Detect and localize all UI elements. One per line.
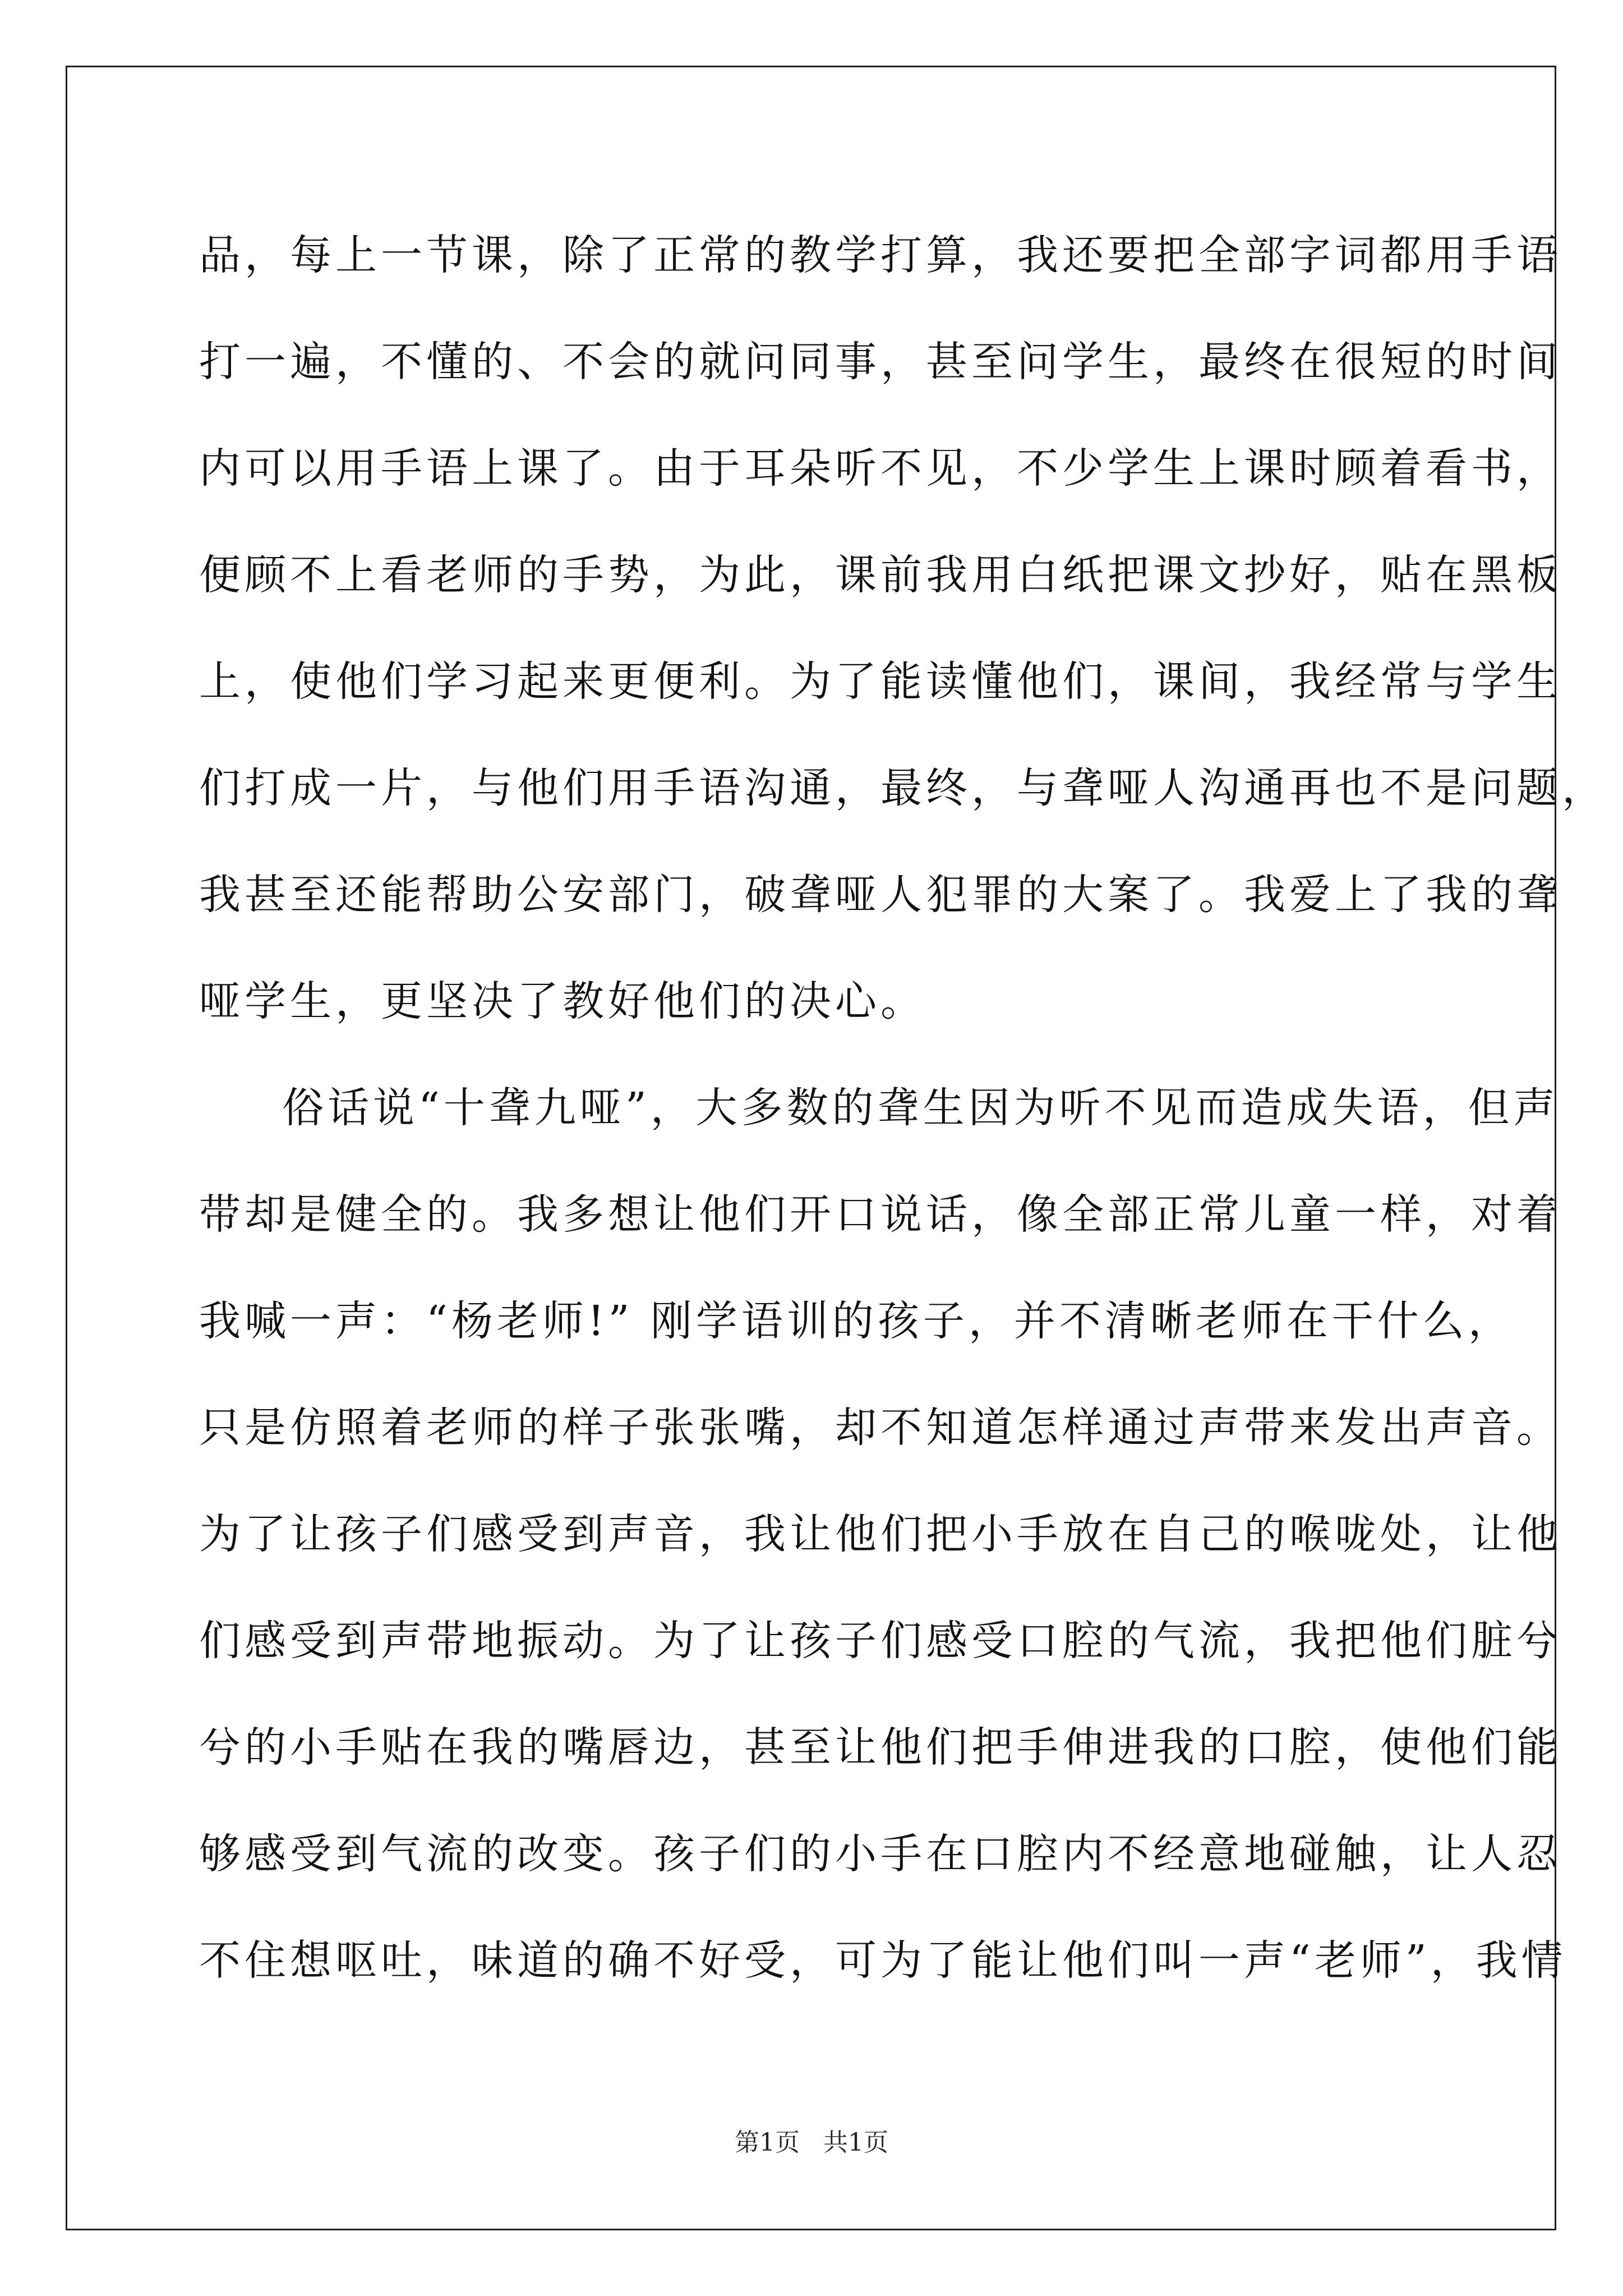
text-line: 为了让孩子们感受到声音，我让他们把小手放在自己的喉咙处，让他 — [199, 1510, 1562, 1558]
document-body — [199, 219, 1607, 2031]
text-line: 上，使他们学习起来更便利。为了能读懂他们，课间，我经常与学生 — [199, 657, 1562, 706]
text-line: 打一遍，不懂的、不会的就问同事，甚至问学生，最终在很短的时间 — [199, 338, 1562, 386]
text-line: 不住想呕吐，味道的确不好受，可为了能让他们叫一声“老师”，我情 — [199, 1936, 1567, 1985]
paragraph-start-line: 俗话说“十聋九哑”，大多数的聋生因为听不见而造成失语，但声 — [282, 1084, 1559, 1132]
page-number: 第1页 — [735, 2128, 800, 2157]
text-line: 我甚至还能帮助公安部门，破聋哑人犯罪的大案了。我爱上了我的聋 — [199, 871, 1562, 919]
text-line: 们感受到声带地振动。为了让孩子们感受口腔的气流，我把他们脏兮 — [199, 1617, 1562, 1665]
text-line: 哑学生，更坚决了教好他们的决心。 — [199, 977, 926, 1025]
page-total: 共1页 — [823, 2128, 888, 2157]
text-line: 够感受到气流的改变。孩子们的小手在口腔内不经意地碰触，让人忍 — [199, 1830, 1562, 1878]
text-line: 兮的小手贴在我的嘴唇边，甚至让他们把手伸进我的口腔，使他们能 — [199, 1723, 1562, 1772]
text-line: 带却是健全的。我多想让他们开口说话，像全部正常儿童一样，对着 — [199, 1190, 1562, 1239]
text-line: 便顾不上看老师的手势，为此，课前我用白纸把课文抄好，贴在黑板 — [199, 551, 1562, 599]
page-footer — [0, 2126, 1623, 2160]
text-line: 只是仿照着老师的样子张张嘴，却不知道怎样通过声带来发出声音。 — [199, 1404, 1562, 1452]
text-line: 我喊一声：“杨老师!” 刚学语训的孩子，并不清晰老师在干什么， — [199, 1297, 1514, 1345]
text-line: 品，每上一节课，除了正常的教学打算，我还要把全部字词都用手语 — [199, 231, 1562, 279]
text-line: 内可以用手语上课了。由于耳朵听不见，不少学生上课时顾着看书， — [199, 444, 1562, 493]
text-line: 们打成一片，与他们用手语沟通，最终，与聋哑人沟通再也不是问题， — [199, 764, 1607, 812]
